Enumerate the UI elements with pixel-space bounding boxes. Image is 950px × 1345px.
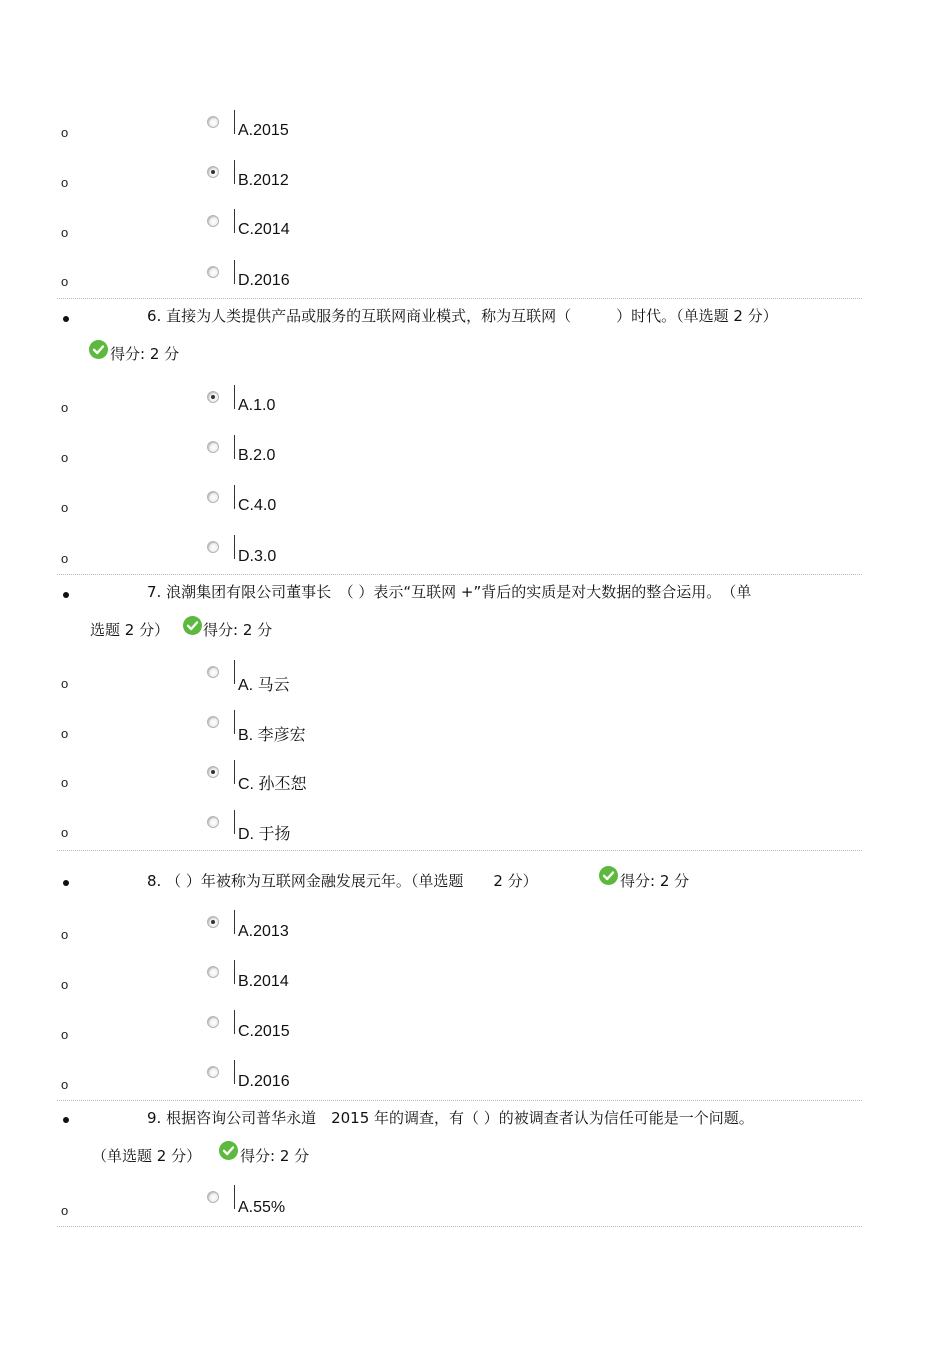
q8-score: 得分: 2 分 — [620, 872, 690, 890]
q7-text-line1: 7. 浪潮集团有限公司董事长 （ ）表示“互联网 +”背后的实质是对大数据的整合运用。 （单 — [147, 583, 752, 601]
option-marker: o — [61, 1203, 69, 1218]
q5-option-b-radio[interactable] — [207, 166, 219, 178]
q8-text: 8. （ ）年被称为互联网金融发展元年。（单选题 2 分） — [147, 872, 538, 890]
text-cursor — [234, 435, 235, 459]
separator — [57, 574, 862, 575]
text-cursor — [234, 485, 235, 509]
q5-option-a-label: A.2015 — [238, 122, 289, 139]
option-marker: o — [61, 1027, 69, 1042]
option-marker: o — [61, 225, 69, 240]
q8-option-c-radio[interactable] — [207, 1016, 219, 1028]
q6-option-a-label: A.1.0 — [238, 397, 276, 414]
q5-option-d-radio[interactable] — [207, 266, 219, 278]
q8-option-b-label: B.2014 — [238, 973, 289, 990]
q6-option-c-radio[interactable] — [207, 491, 219, 503]
option-marker: o — [61, 175, 69, 190]
text-cursor — [234, 960, 235, 984]
q8-option-b-radio[interactable] — [207, 966, 219, 978]
check-circle-icon — [89, 340, 108, 359]
q9-text-line2: （单选题 2 分） — [92, 1147, 202, 1165]
q8-option-c-label: C.2015 — [238, 1023, 290, 1040]
q7-option-d-radio[interactable] — [207, 816, 219, 828]
q7-score: 得分: 2 分 — [203, 621, 273, 639]
option-marker: o — [61, 977, 69, 992]
q7-option-c-label: C. 孙丕恕 — [238, 776, 307, 793]
q6-option-b-label: B.2.0 — [238, 447, 276, 464]
text-cursor — [234, 760, 235, 784]
text-cursor — [234, 1010, 235, 1034]
q7-option-a-label: A. 马云 — [238, 677, 290, 694]
option-marker: o — [61, 1077, 69, 1092]
q5-option-b-label: B.2012 — [238, 172, 289, 189]
text-cursor — [234, 1060, 235, 1084]
q9-option-a-radio[interactable] — [207, 1191, 219, 1203]
separator — [57, 850, 862, 851]
question-bullet — [63, 880, 69, 886]
q8-option-d-radio[interactable] — [207, 1066, 219, 1078]
text-cursor — [234, 209, 235, 233]
q9-text-line1: 9. 根据咨询公司普华永道 2015 年的调查，有（ ）的被调查者认为信任可能是一个问题。 — [147, 1109, 754, 1127]
q6-option-d-label: D.3.0 — [238, 548, 277, 565]
text-cursor — [234, 535, 235, 559]
q8-option-a-label: A.2013 — [238, 923, 289, 940]
question-bullet — [63, 316, 69, 322]
q5-option-c-radio[interactable] — [207, 215, 219, 227]
option-marker: o — [61, 450, 69, 465]
option-marker: o — [61, 125, 69, 140]
text-cursor — [234, 110, 235, 134]
q7-text-line2: 选题 2 分） — [90, 621, 170, 639]
option-marker: o — [61, 551, 69, 566]
question-bullet — [63, 592, 69, 598]
q6-text: 6. 直接为人类提供产品或服务的互联网商业模式，称为互联网（ ）时代。（单选题 2 分） — [147, 307, 778, 325]
q7-option-a-radio[interactable] — [207, 666, 219, 678]
q9-score: 得分: 2 分 — [240, 1147, 310, 1165]
separator — [57, 1226, 862, 1227]
q6-option-b-radio[interactable] — [207, 441, 219, 453]
option-marker: o — [61, 676, 69, 691]
q7-option-b-radio[interactable] — [207, 716, 219, 728]
q5-option-a-radio[interactable] — [207, 116, 219, 128]
text-cursor — [234, 710, 235, 734]
text-cursor — [234, 910, 235, 934]
q8-option-a-radio[interactable] — [207, 916, 219, 928]
q7-option-b-label: B. 李彦宏 — [238, 727, 306, 744]
option-marker: o — [61, 500, 69, 515]
q8-option-d-label: D.2016 — [238, 1073, 290, 1090]
option-marker: o — [61, 927, 69, 942]
q6-option-d-radio[interactable] — [207, 541, 219, 553]
option-marker: o — [61, 274, 69, 289]
q9-option-a-label: A.55% — [238, 1199, 286, 1216]
q7-option-d-label: D. 于扬 — [238, 826, 291, 843]
option-marker: o — [61, 726, 69, 741]
q5-option-d-label: D.2016 — [238, 272, 290, 289]
q7-option-c-radio[interactable] — [207, 766, 219, 778]
option-marker: o — [61, 400, 69, 415]
q6-score: 得分: 2 分 — [110, 345, 180, 363]
q5-option-c-label: C.2014 — [238, 221, 290, 238]
q6-option-c-label: C.4.0 — [238, 497, 277, 514]
text-cursor — [234, 260, 235, 284]
text-cursor — [234, 160, 235, 184]
separator — [57, 1100, 862, 1101]
text-cursor — [234, 1185, 235, 1209]
separator — [57, 298, 862, 299]
text-cursor — [234, 385, 235, 409]
option-marker: o — [61, 775, 69, 790]
question-bullet — [63, 1117, 69, 1123]
check-circle-icon — [219, 1141, 238, 1160]
q6-option-a-radio[interactable] — [207, 391, 219, 403]
text-cursor — [234, 810, 235, 834]
check-circle-icon — [599, 866, 618, 885]
check-circle-icon — [183, 616, 202, 635]
text-cursor — [234, 660, 235, 684]
option-marker: o — [61, 825, 69, 840]
